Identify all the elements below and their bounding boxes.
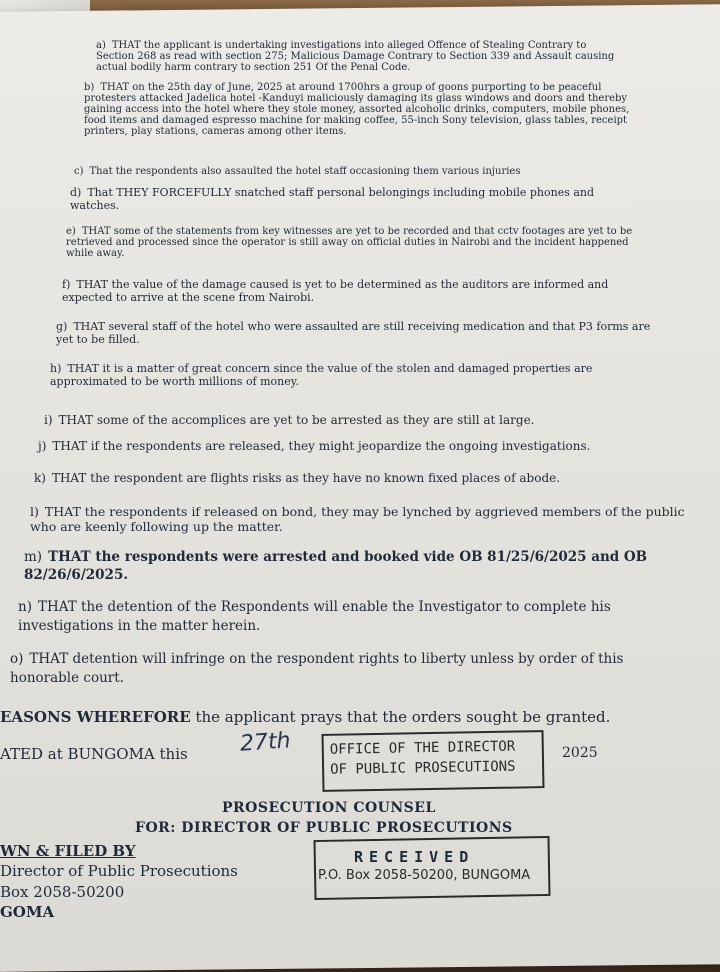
item-n [18,598,690,636]
item-text: THAT on the 25th day of June, 2025 at around 1700hrs a group of goons purporting to be peaceful protesters attacked Jadelica hotel -Kanduyi maliciously damaging its glass windows and doors and thereby gaining access into the hotel where they stole money, assorted alcoholic drinks, computers, mobile phones, food items and damaged espresso machine for making coffee, 55-inch Sony television, glass tables, receipt printers, play stations, cameras among other items. [84,82,630,137]
item-text: THAT detention will infringe on the respondent rights to liberty unless by order of this honorable court. [10,651,624,686]
item-label: i) [44,413,53,427]
item-text: THAT if the respondents are released, they might jeopardize the ongoing investigations. [52,439,591,453]
reasons-line [0,708,610,726]
prosecution-counsel: PROSECUTION COUNSEL [222,800,436,816]
address-town: GOMA [0,903,55,921]
year-text: 2025 [562,745,598,761]
item-label: b) [84,82,95,93]
item-g [56,320,660,346]
item-j [38,440,678,453]
item-label: e) [66,226,76,237]
item-label: j) [38,439,47,453]
item-text: THAT the value of the damage caused is yet to be determined as the auditors are informed and expected to arrive at the scene from Nairobi. [62,278,609,304]
item-label: l) [30,504,39,519]
item-label: o) [10,651,24,667]
item-label: f) [62,278,71,291]
item-label: c) [74,166,84,177]
item-label: d) [70,186,82,199]
item-i [44,414,674,427]
item-b [84,82,632,137]
item-text: THAT several staff of the hotel who were assaulted are still receiving medication and that P3 forms are yet to be filled. [56,320,651,346]
dpp-office-stamp [322,730,545,792]
item-c [74,166,634,177]
item-a [96,40,616,73]
address-box: Box 2058-50200 [0,883,125,901]
item-label: m) [24,549,43,565]
item-label: g) [56,320,68,333]
item-k [34,472,684,485]
item-h [50,362,662,388]
item-e [66,226,646,259]
for-director-line: FOR: DIRECTOR OF PUBLIC PROSECUTIONS [135,820,513,836]
item-o [10,650,690,688]
item-d [70,186,644,212]
item-text: THAT some of the accomplices are yet to be arrested as they are still at large. [58,413,535,427]
stamp-line-2: OF PUBLIC PROSECUTIONS [329,758,516,778]
item-label: a) [96,40,106,51]
item-m [24,548,690,584]
item-text: That THEY FORCEFULLY snatched staff personal belongings including mobile phones and watches. [70,186,595,212]
item-f [62,278,652,304]
item-text: THAT the detention of the Respondents will enable the Investigator to complete his investigations in the matter herein. [18,599,611,634]
item-text: That the respondents also assaulted the hotel staff occasioning them various injuries [89,166,521,177]
item-text: THAT the respondent are flights risks as they have no known fixed places of abode. [51,471,561,485]
item-text: THAT it is a matter of great concern since the value of the stolen and damaged properties are approximated to be worth millions of money. [50,362,593,388]
stamp-pobox: P.O. Box 2058-50200, BUNGOMA [318,868,531,883]
item-text: THAT the respondents were arrested and booked vide OB 81/25/6/2025 and OB 82/26/6/2025. [24,549,648,583]
dated-line: ATED at BUNGOMA this [0,745,188,763]
reasons-bold: EASONS WHEREFORE [0,708,191,726]
reasons-rest: the applicant prays that the orders sought be granted. [190,708,611,726]
drawn-filed-by: WN & FILED BY [0,842,136,860]
dpp-title: Director of Public Prosecutions [0,862,238,880]
stamp-line-1: OFFICE OF THE DIRECTOR [329,738,516,758]
item-label: h) [50,362,62,375]
handwritten-day: 27th [239,728,292,757]
item-text: THAT the respondents if released on bond, they may be lynched by aggrieved members of the public who are keenly following up the matter. [30,504,685,534]
received-text: RECEIVED [354,848,475,866]
item-label: n) [18,599,32,615]
item-text: THAT the applicant is undertaking investigations into alleged Offence of Stealing Contrary to Section 268 as read with section 275; Malicious Damage Contrary to Section 339 and Assault causing actual bodily harm contrary to section 251 Of the Penal Code. [96,40,615,73]
item-label: k) [34,471,46,485]
item-text: THAT some of the statements from key witnesses are yet to be recorded and that cctv footages are yet to be retrieved and processed since the operator is still away on official duties in Nairobi and the incident happened while away. [66,226,633,259]
item-l [30,504,690,534]
